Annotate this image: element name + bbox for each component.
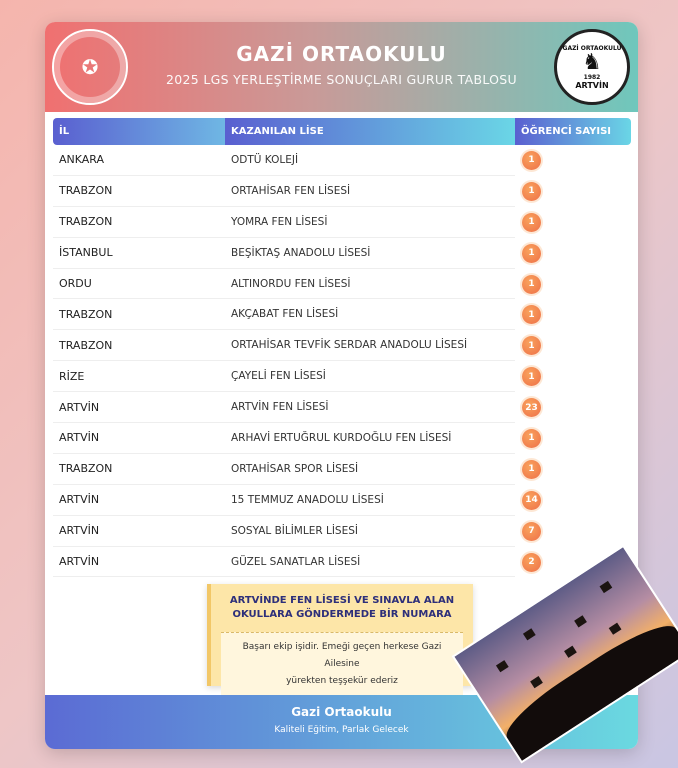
table-row bbox=[53, 330, 631, 361]
table-row bbox=[53, 392, 631, 423]
note-title bbox=[211, 594, 473, 622]
school-cell: SOSYAL BİLİMLER LİSESİ bbox=[225, 516, 515, 547]
table-row bbox=[53, 207, 631, 238]
table-row bbox=[53, 547, 631, 578]
city-cell: ARTVİN bbox=[53, 485, 225, 516]
school-cell: ARHAVİ ERTUĞRUL KURDOĞLU FEN LİSESİ bbox=[225, 423, 515, 454]
page-title: GAZİ ORTAOKULU bbox=[236, 42, 447, 66]
table-header bbox=[53, 118, 631, 145]
school-cell: ODTÜ KOLEJİ bbox=[225, 145, 515, 176]
figure-icon: ♞ bbox=[582, 49, 602, 75]
count-cell bbox=[515, 299, 631, 330]
city-cell: ARTVİN bbox=[53, 547, 225, 578]
count-cell bbox=[515, 392, 631, 423]
count-badge: 7 bbox=[522, 522, 541, 541]
count-cell bbox=[515, 330, 631, 361]
note-body bbox=[221, 632, 463, 696]
count-cell bbox=[515, 516, 631, 547]
count-badge: 1 bbox=[522, 182, 541, 201]
count-cell bbox=[515, 176, 631, 207]
count-badge: 1 bbox=[522, 213, 541, 232]
count-badge: 1 bbox=[522, 336, 541, 355]
city-cell: ARTVİN bbox=[53, 392, 225, 423]
count-badge: 1 bbox=[522, 305, 541, 324]
count-cell bbox=[515, 145, 631, 176]
city-cell: ARTVİN bbox=[53, 516, 225, 547]
ministry-logo bbox=[52, 29, 128, 105]
header bbox=[45, 22, 638, 112]
table-row bbox=[53, 238, 631, 269]
school-cell: ALTINORDU FEN LİSESİ bbox=[225, 269, 515, 300]
count-cell bbox=[515, 361, 631, 392]
city-cell: ANKARA bbox=[53, 145, 225, 176]
count-cell bbox=[515, 269, 631, 300]
table-row bbox=[53, 299, 631, 330]
school-cell: AKÇABAT FEN LİSESİ bbox=[225, 299, 515, 330]
table-row bbox=[53, 269, 631, 300]
count-badge: 2 bbox=[522, 553, 541, 572]
city-cell: TRABZON bbox=[53, 299, 225, 330]
count-cell bbox=[515, 454, 631, 485]
city-cell: ARTVİN bbox=[53, 423, 225, 454]
city-cell: RİZE bbox=[53, 361, 225, 392]
city-cell: İSTANBUL bbox=[53, 238, 225, 269]
school-cell: BEŞİKTAŞ ANADOLU LİSESİ bbox=[225, 238, 515, 269]
count-badge: 1 bbox=[522, 460, 541, 479]
count-badge: 1 bbox=[522, 244, 541, 263]
school-logo-text: GAZİ ORTAOKULU bbox=[562, 44, 622, 52]
school-cell: ORTAHİSAR FEN LİSESİ bbox=[225, 176, 515, 207]
count-badge: 23 bbox=[522, 398, 541, 417]
note-title-line1: ARTVİNDE FEN LİSESİ VE SINAVLA ALAN bbox=[229, 595, 455, 606]
school-cell: YOMRA FEN LİSESİ bbox=[225, 207, 515, 238]
table-row bbox=[53, 145, 631, 176]
table-row bbox=[53, 454, 631, 485]
school-logo bbox=[554, 29, 630, 105]
count-cell bbox=[515, 207, 631, 238]
city-cell: TRABZON bbox=[53, 330, 225, 361]
school-cell: ORTAHİSAR SPOR LİSESİ bbox=[225, 454, 515, 485]
results-table bbox=[53, 145, 631, 577]
footer-school-name: Gazi Ortaokulu bbox=[291, 705, 392, 719]
count-badge: 1 bbox=[522, 151, 541, 170]
highlight-note bbox=[207, 584, 473, 686]
table-row bbox=[53, 176, 631, 207]
count-badge: 1 bbox=[522, 367, 541, 386]
column-header-school: KAZANILAN LİSE bbox=[225, 118, 515, 145]
table-row bbox=[53, 485, 631, 516]
count-cell bbox=[515, 423, 631, 454]
school-cell: ÇAYELİ FEN LİSESİ bbox=[225, 361, 515, 392]
table-row bbox=[53, 361, 631, 392]
city-cell: ORDU bbox=[53, 269, 225, 300]
column-header-count: ÖĞRENCİ SAYISI bbox=[515, 118, 631, 145]
school-cell: 15 TEMMUZ ANADOLU LİSESİ bbox=[225, 485, 515, 516]
city-cell: TRABZON bbox=[53, 207, 225, 238]
note-body-line2: yürekten teşşekür ederiz bbox=[286, 676, 398, 686]
page-subtitle: 2025 LGS YERLEŞTİRME SONUÇLARI GURUR TABLOSU bbox=[166, 72, 517, 87]
count-badge: 1 bbox=[522, 429, 541, 448]
note-body-line1: Başarı ekip işidir. Emeği geçen herkese Gazi Ailesine bbox=[242, 642, 442, 669]
city-cell: TRABZON bbox=[53, 454, 225, 485]
count-cell bbox=[515, 238, 631, 269]
note-title-line2: OKULLARA GÖNDERMEDE BİR NUMARA bbox=[232, 609, 452, 620]
footer-slogan: Kaliteli Eğitim, Parlak Gelecek bbox=[274, 725, 409, 735]
school-cell: GÜZEL SANATLAR LİSESİ bbox=[225, 547, 515, 578]
school-logo-year: 1982 bbox=[583, 73, 601, 81]
table-row bbox=[53, 423, 631, 454]
count-cell bbox=[515, 485, 631, 516]
emblem-icon: ✪ bbox=[81, 55, 99, 79]
school-logo-city: ARTVİN bbox=[575, 80, 609, 90]
table-row bbox=[53, 516, 631, 547]
school-cell: ORTAHİSAR TEVFİK SERDAR ANADOLU LİSESİ bbox=[225, 330, 515, 361]
city-cell: TRABZON bbox=[53, 176, 225, 207]
count-badge: 14 bbox=[522, 491, 541, 510]
column-header-city: İL bbox=[53, 118, 225, 145]
count-badge: 1 bbox=[522, 275, 541, 294]
school-cell: ARTVİN FEN LİSESİ bbox=[225, 392, 515, 423]
